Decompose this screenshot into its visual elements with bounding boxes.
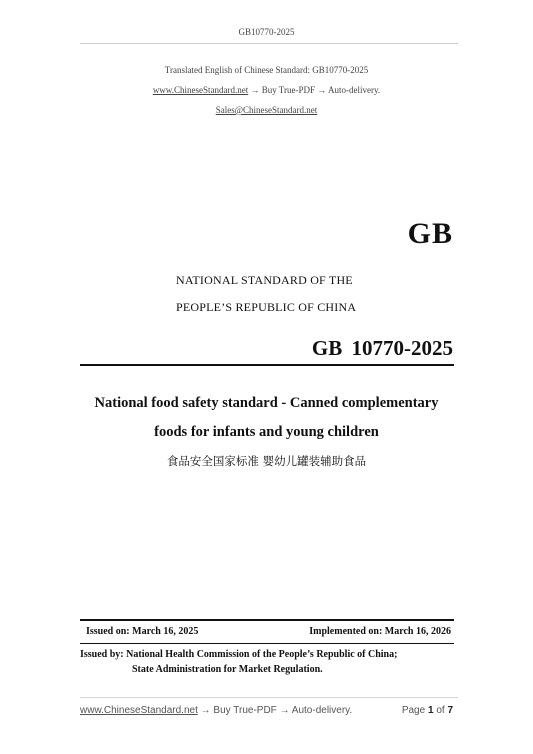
issued-on-date: Issued on: March 16, 2025 [86,626,199,637]
footer-site-link[interactable]: www.ChineseStandard.net [80,705,198,716]
arrow-icon: → [200,705,211,716]
footer-purchase-line [80,705,352,716]
running-header: GB10770-2025 [238,27,295,37]
national-standard-line1: NATIONAL STANDARD OF THE [176,273,353,287]
dates-top-rule [80,619,454,621]
arrow-icon: → [279,705,290,716]
arrow-icon: → [317,85,327,95]
page-number: 1 [427,705,434,716]
issuer-label: Issued by: [80,649,124,660]
header-divider [80,43,458,44]
email-link[interactable]: Sales@ChineseStandard.net [215,105,318,115]
footer-buy-text: Buy True-PDF [213,705,277,716]
total-pages: 7 [447,705,453,716]
gb-mark: GB [407,217,453,250]
footer-auto-text: Auto-delivery. [291,705,353,716]
issuer-line2: State Administration for Market Regulation. [132,664,323,675]
auto-delivery-text: Auto-delivery. [328,85,381,95]
purchase-line [0,85,533,95]
national-standard-line2: PEOPLE’S REPUBLIC OF CHINA [176,300,357,314]
site-link[interactable]: www.ChineseStandard.net [152,85,249,95]
arrow-icon: → [250,85,260,95]
standard-number: GB 10770-2025 [311,336,453,360]
issuer-block [80,647,397,677]
title-en-line1: National food safety standard - Canned complementary [94,395,439,411]
title-cn: 食品安全国家标准 婴幼儿罐装辅助食品 [166,454,367,468]
page-indicator [402,705,453,716]
title-en-line2: foods for infants and young children [154,424,379,440]
implemented-on-date: Implemented on: March 16, 2026 [309,626,451,637]
email-line [0,105,533,115]
dates-bottom-rule [80,643,454,644]
translation-notice: Translated English of Chinese Standard: GB10770-2025 [164,65,369,75]
of-label: of [436,705,445,716]
footer-divider [80,697,458,698]
buy-pdf-text: Buy True-PDF [261,85,315,95]
page-label: Page [401,705,426,716]
issuer-line1: National Health Commission of the People’s Republic of China; [126,649,398,660]
title-divider [80,364,454,366]
